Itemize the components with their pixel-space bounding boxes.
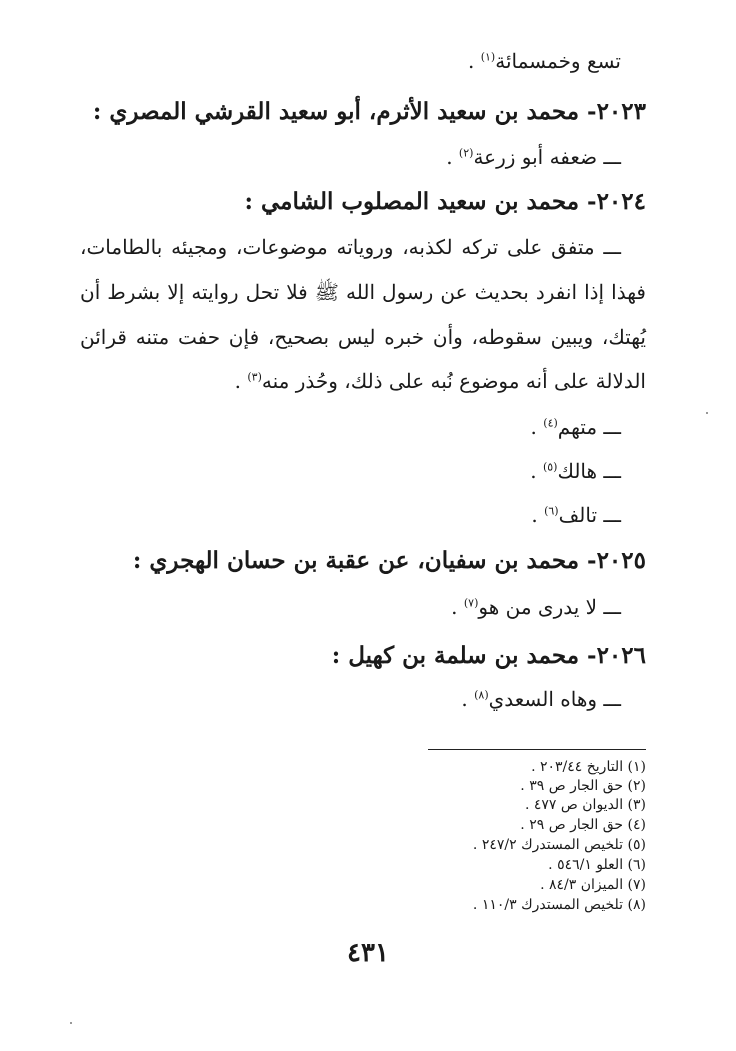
text-line: الدلالة على أنه موضوع نُبه على ذلك، وحُذر منه$^{(٣)}$ . — [234, 369, 646, 393]
entry-heading-2025: ٢٠٢٥- محمد بن سفيان، عن عقبة بن حسان الهجري : — [132, 547, 646, 574]
page-number: ٤٣١ — [347, 938, 389, 968]
footnote: (٨) تلخيص المستدرك ١١٠/٣ . — [472, 897, 646, 913]
entry-remark: ـــ وهاه السعدي$^{(٨)}$ . — [461, 687, 621, 711]
entry-remark: ـــ ضعفه أبو زرعة$^{(٢)}$ . — [446, 145, 621, 169]
scan-speck — [70, 1022, 72, 1024]
footnote-separator — [428, 749, 646, 750]
footnote: (٣) الديوان ص ٤٧٧ . — [524, 797, 646, 813]
text-line: يُهتك، ويبين سقوطه، وأن خبره ليس بصحيح، فإن حفت متنه قرائن — [80, 325, 646, 349]
footnote: (٦) العلو ٥٤٦/١ . — [548, 857, 646, 873]
footnote: (١) التاريخ ٢٠٣/٤٤ . — [531, 759, 646, 775]
text-line: فهذا إذا انفرد بحديث عن رسول الله ﷺ فلا تحل روايته إلا بشرط أن — [80, 280, 646, 304]
entry-remark: ـــ لا يدرى من هو$^{(٧)}$ . — [451, 595, 621, 619]
text-line: تسع وخمسمائة$^{(١)}$ . — [467, 49, 621, 73]
entry-remark: ـــ هالك$^{(٥)}$ . — [530, 459, 621, 483]
entry-heading-2024: ٢٠٢٤- محمد بن سعيد المصلوب الشامي : — [244, 188, 646, 215]
entry-remark: ـــ تالف$^{(٦)}$ . — [531, 503, 621, 527]
scan-speck — [706, 412, 708, 414]
footnote: (٧) الميزان ٨٤/٣ . — [540, 877, 646, 893]
entry-heading-2026: ٢٠٢٦- محمد بن سلمة بن كهيل : — [331, 642, 646, 669]
entry-remark: ـــ متهم$^{(٤)}$ . — [530, 415, 621, 439]
entry-heading-2023: ٢٠٢٣- محمد بن سعيد الأثرم، أبو سعيد القرشي المصري : — [92, 98, 646, 125]
footnote: (٥) تلخيص المستدرك ٢٤٧/٢ . — [472, 837, 646, 853]
text-line: ـــ متفق على تركه لكذبه، وروياته موضوعات، ومجيئه بالطامات، — [80, 235, 621, 259]
footnote: (٤) حق الجار ص ٢٩ . — [520, 817, 646, 833]
footnote: (٢) حق الجار ص ٣٩ . — [520, 778, 646, 794]
